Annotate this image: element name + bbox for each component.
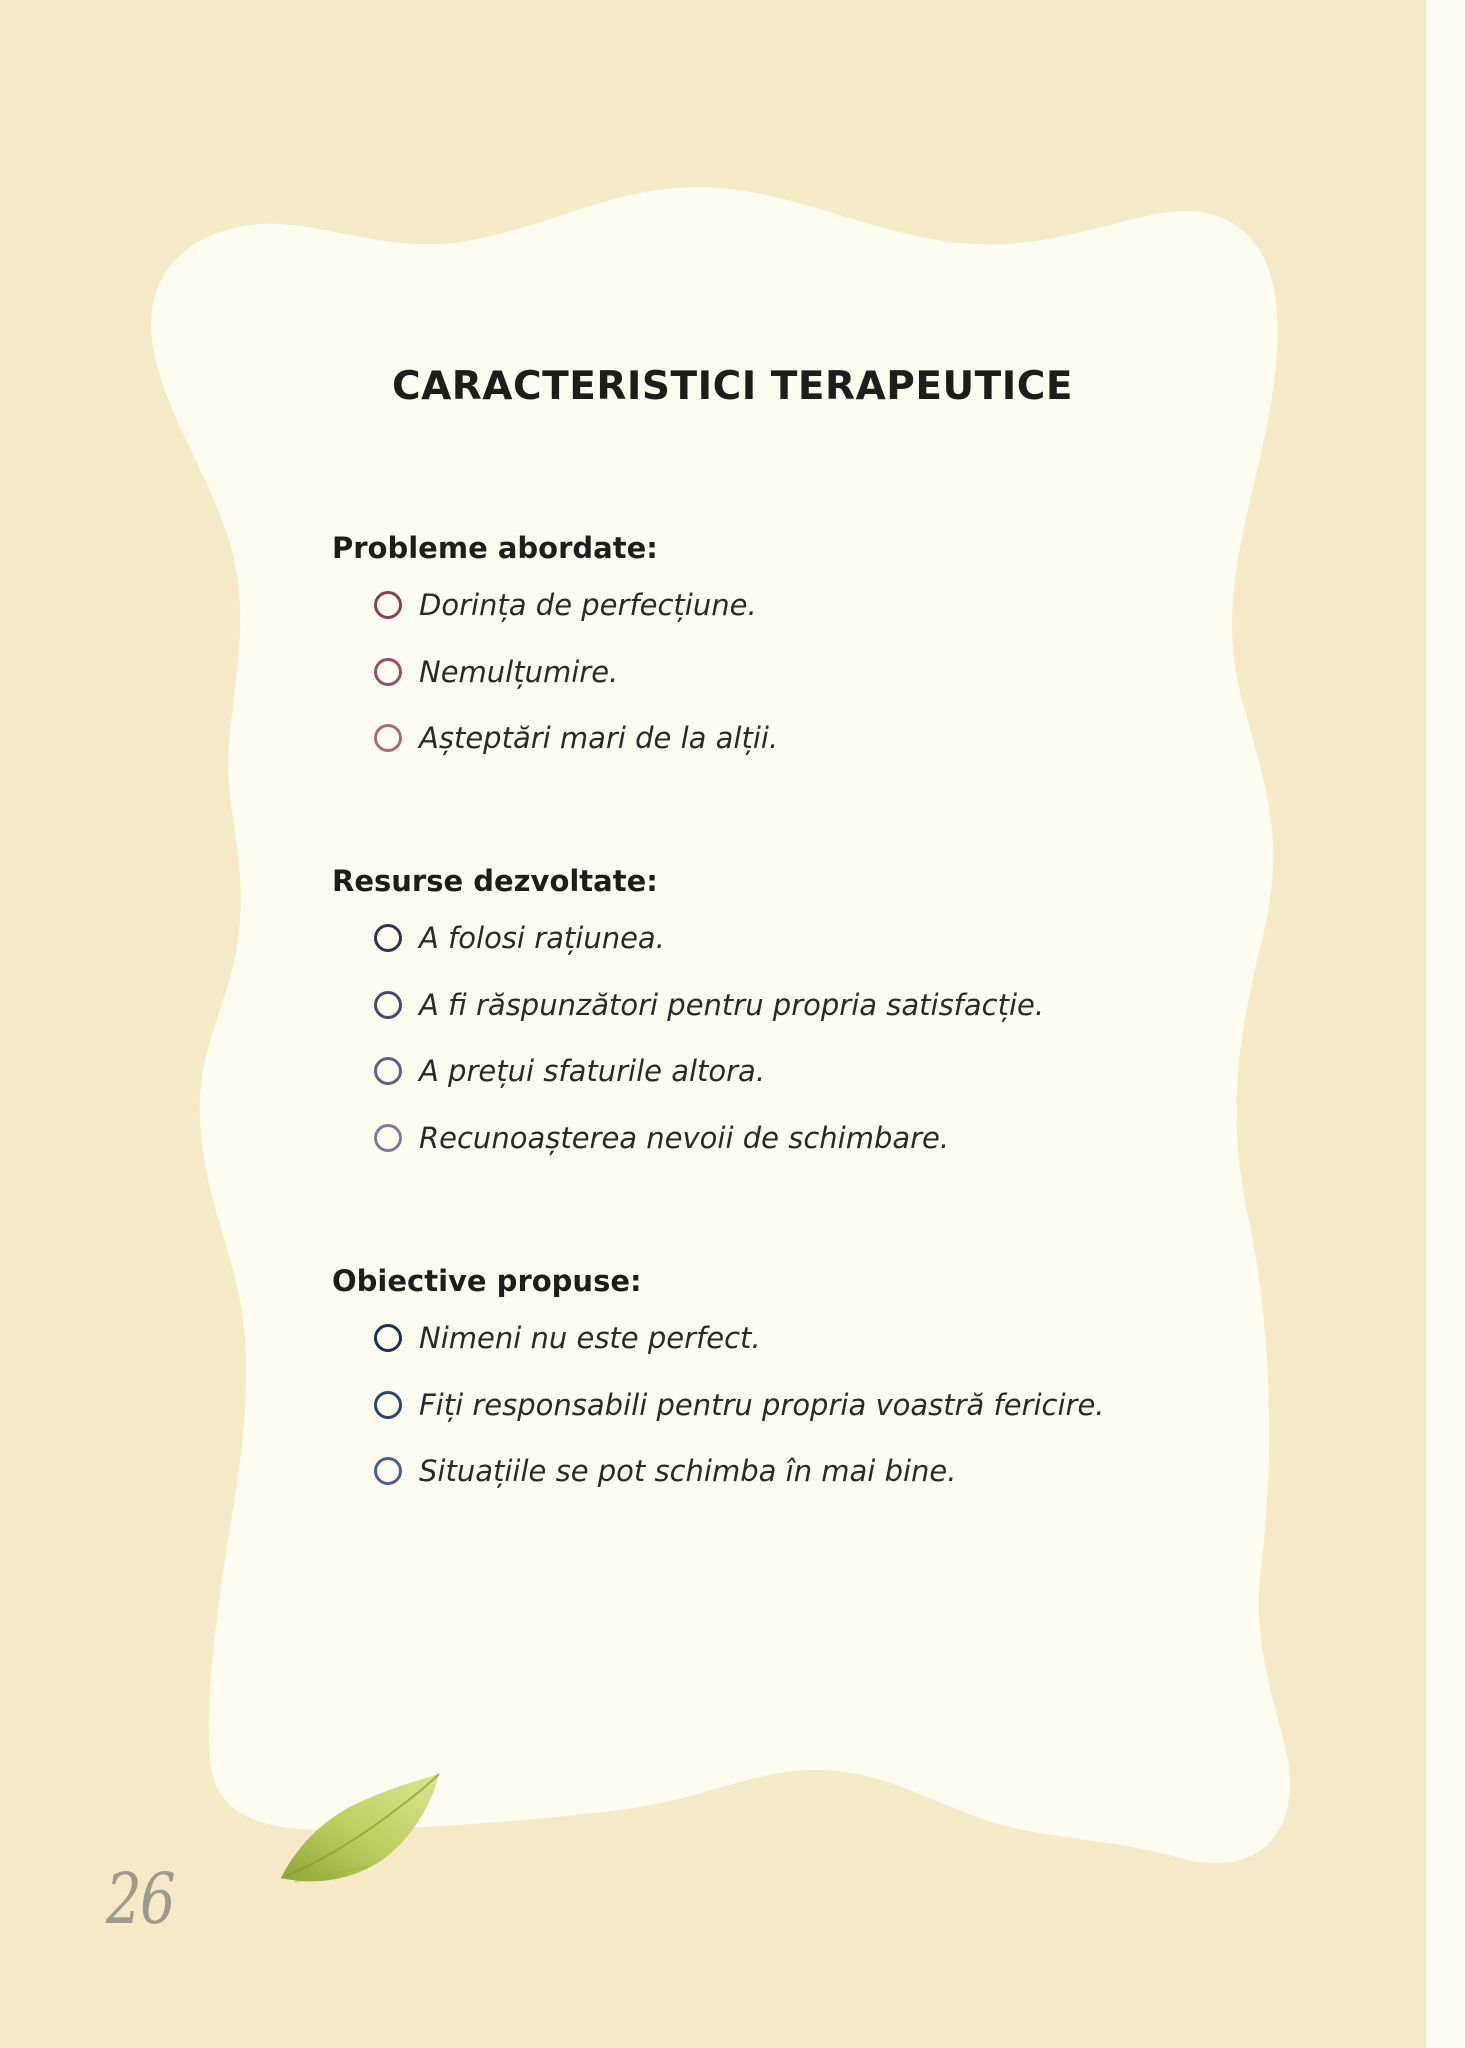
empty-circle-icon [374, 1391, 402, 1419]
section-heading: Resurse dezvoltate: [332, 864, 658, 898]
section-resources [332, 861, 1232, 1171]
list-item [332, 1105, 1232, 1172]
list-item-text: A folosi rațiunea. [419, 921, 665, 956]
page-title: CARACTERISTICI TERAPEUTICE [391, 364, 1074, 409]
page-number: 26 [106, 1858, 175, 1940]
empty-circle-icon [374, 724, 402, 752]
list-item [332, 905, 1232, 972]
checklist [332, 572, 1232, 772]
empty-circle-icon [374, 591, 402, 619]
section-objectives [332, 1261, 1232, 1505]
section-problems [332, 528, 1232, 772]
list-item-text: Nemulțumire. [419, 654, 619, 689]
checklist [332, 1305, 1232, 1505]
section-heading: Obiective propuse: [332, 1264, 642, 1298]
checklist [332, 905, 1232, 1171]
empty-circle-icon [374, 1057, 402, 1085]
empty-circle-icon [374, 658, 402, 686]
list-item [332, 1372, 1232, 1439]
list-item-text: Dorința de perfecțiune. [419, 588, 757, 623]
list-item-text: A prețui sfaturile altora. [419, 1054, 766, 1089]
list-item [332, 1038, 1232, 1105]
empty-circle-icon [374, 1324, 402, 1352]
list-item [332, 572, 1232, 639]
empty-circle-icon [374, 1124, 402, 1152]
list-item [332, 1305, 1232, 1372]
list-item-text: A fi răspunzători pentru propria satisfacție. [419, 987, 1045, 1022]
empty-circle-icon [374, 924, 402, 952]
list-item-text: Așteptări mari de la alții. [419, 721, 779, 756]
empty-circle-icon [374, 991, 402, 1019]
leaf-icon [275, 1770, 445, 1890]
list-item [332, 972, 1232, 1039]
list-item [332, 639, 1232, 706]
list-item-text: Recunoașterea nevoii de schimbare. [419, 1120, 950, 1155]
list-item-text: Situațiile se pot schimba în mai bine. [419, 1454, 957, 1489]
list-item [332, 1438, 1232, 1505]
list-item-text: Fiți responsabili pentru propria voastră fericire. [419, 1387, 1105, 1422]
section-heading: Probleme abordate: [332, 531, 658, 565]
empty-circle-icon [374, 1457, 402, 1485]
list-item [332, 705, 1232, 772]
list-item-text: Nimeni nu este perfect. [419, 1321, 761, 1356]
